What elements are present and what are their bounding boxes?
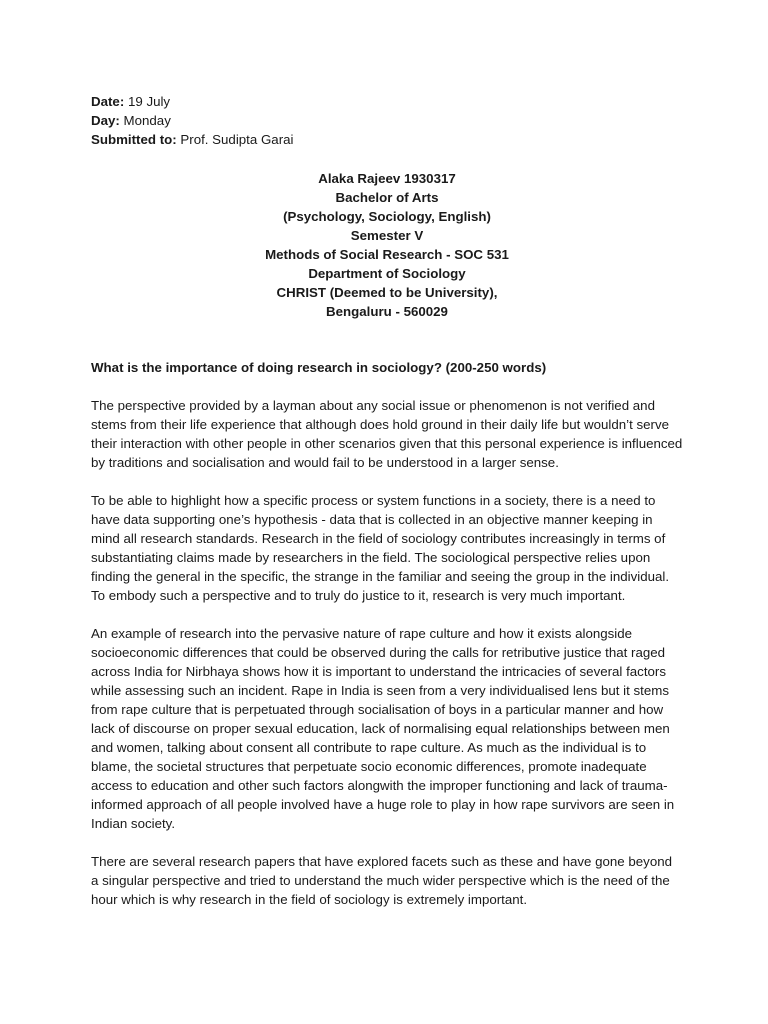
submitted-to-label: Submitted to: xyxy=(91,132,177,147)
subjects: (Psychology, Sociology, English) xyxy=(283,209,491,224)
paragraph-2: To be able to highlight how a specific process or system functions in a society, there is a need to have data supporting one’s hypothesis - data that is collected in an objective manner keeping in mind all research standards. Research in the field of sociology contributes increasingly in terms of substantiating claims made by researchers in the field. The sociological perspective relies upon finding the general in the specific, the strange in the familiar and seeing the group in the individual. To embody such a perspective and to truly do justice to it, research is very much important. xyxy=(91,493,670,603)
date-value: 19 July xyxy=(127,94,171,109)
student-name-id: Alaka Rajeev 1930317 xyxy=(318,171,456,186)
day-line xyxy=(91,111,683,130)
city: Bengaluru - 560029 xyxy=(326,304,448,319)
day-label: Day: xyxy=(91,113,120,128)
submitted-to-value: Prof. Sudipta Garai xyxy=(180,132,294,147)
paragraph-4: There are several research papers that have explored facets such as these and have gone beyond a singular perspective and tried to understand the much wider perspective which is the need of the hour which is why research in the field of sociology is extremely important. xyxy=(91,854,672,907)
document-page xyxy=(91,92,683,909)
semester: Semester V xyxy=(350,228,424,243)
paragraph-1: The perspective provided by a layman about any social issue or phenomenon is not verified and stems from their life experience that although does hold ground in their daily life but wouldn’t serve their interaction with other people in other scenarios given that this personal experience is influenced by traditions and socialisation and would fail to be understood in a larger sense. xyxy=(91,398,683,470)
question-heading: What is the importance of doing research in sociology? (200-250 words) xyxy=(91,360,547,375)
course-title: Methods of Social Research - SOC 531 xyxy=(265,247,509,262)
submitted-to-line xyxy=(91,130,683,149)
date-line xyxy=(91,92,683,111)
paragraph-3: An example of research into the pervasive nature of rape culture and how it exists alongside socioeconomic differences that could be observed during the calls for retributive justice that raged across India for Nirbhaya shows how it is important to understand the intricacies of several factors while assessing such an incident. Rape in India is seen from a very individualised lens but it stems from rape culture that is perpetuated through socialisation of boys in a particular manner and how lack of discourse on proper sexual education, lack of normalising equal relationships between men and women, talking about consent all contribute to rape culture. As much as the individual is to blame, the societal structures that perpetuate socio economic differences, promote inadequate access to education and other such factors alongwith the improper functioning and lack of trauma-informed approach of all people involved have a huge role to play in how rape survivors are seen in Indian society. xyxy=(91,626,675,831)
department: Department of Sociology xyxy=(308,266,466,281)
date-label: Date: xyxy=(91,94,125,109)
day-value: Monday xyxy=(123,113,171,128)
student-header xyxy=(91,169,683,321)
degree: Bachelor of Arts xyxy=(335,190,439,205)
university: CHRIST (Deemed to be University), xyxy=(276,285,498,300)
